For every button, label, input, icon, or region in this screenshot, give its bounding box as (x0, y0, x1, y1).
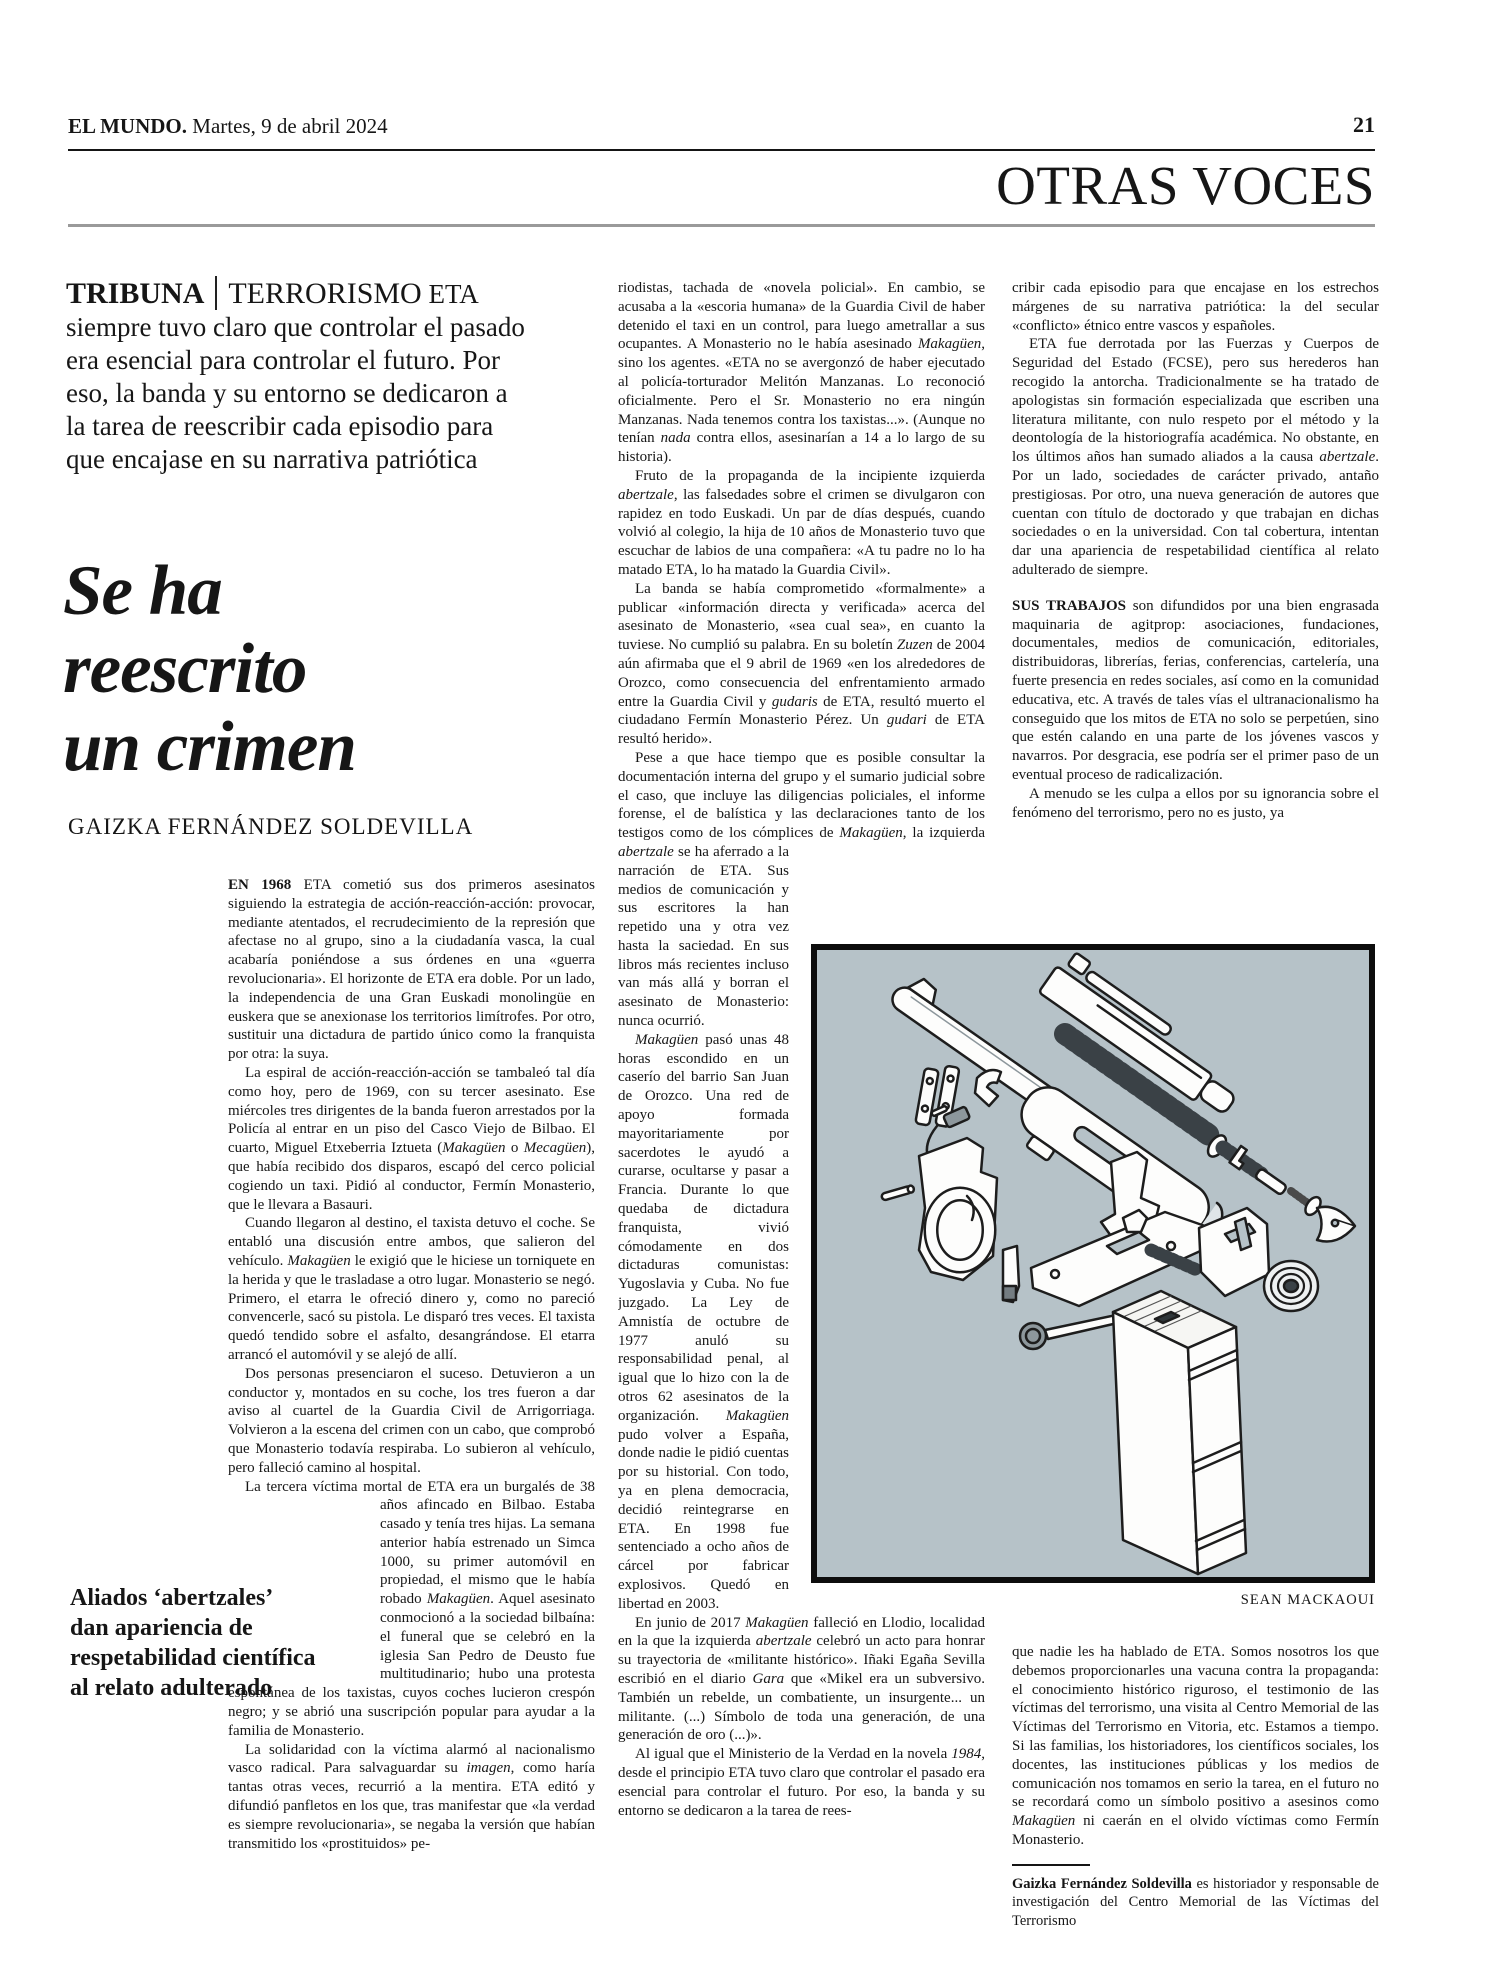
text-run: cribir cada episodio para que encajase en los estrechos márgenes de su narrativa patriótica: la del secular «conflicto» étnico entre vascos y españoles. (1012, 280, 1379, 334)
ribbon-spool (1264, 1261, 1318, 1311)
masthead: EL MUNDO. (68, 114, 188, 138)
text-run: . Aquel asesinato conmocionó a la sociedad bilbaína: el funeral que se celebró en la iglesia San Pedro de Deusto fue multitudinario; hubo una protesta espontánea de los taxistas, cuyos coches lucieron crespón negro; y se abrió una suscripción popular para ayudar a la familia de Monasterio. (228, 1591, 595, 1739)
illustration-frame (811, 944, 1375, 1583)
text-run: son difundidos por una bien engrasada maquinaria de agitprop: asociaciones, fundaciones, documentales, medios de comunicación, editoriales, distribuidoras, librerías, ferias, conferencias, cartelería, una fuerte presencia en redes sociales, así como en la comunidad educativa, etc. A través de tales vías el ultranacionalismo ha conseguido que los mitos de ETA no solo se perpetúen, sino que estén calando en una parte de los jóvenes vascos y navarros. Por desgracia, ese podría ser el primer paso de un eventual proceso de radicalización. (1012, 597, 1379, 783)
sear-lever (975, 1070, 1001, 1106)
header-rule (68, 149, 1375, 151)
article-title (63, 552, 356, 786)
line: un crimen (63, 708, 356, 786)
text-run: Al igual que el Ministerio de la Verdad en la novela (635, 1746, 952, 1763)
text-run: , la izquierda (902, 825, 985, 842)
text-run: La tercera víctima mortal de ETA era un burgalés de (245, 1478, 580, 1495)
body-column-3-upper (1012, 279, 1379, 941)
body-paragraph (618, 1614, 985, 1746)
text-run: La banda se había comprometido «formalmente» a publicar «información directa y verificada» acerca del asesinato de Monasterio, «sea cual sea», en cuanto la tuviese. No cumplió su palabra. En su boletín (618, 580, 985, 654)
body-paragraph (1012, 597, 1379, 785)
line: Se ha (63, 552, 222, 630)
kicker-topic: TERRORISMO (228, 277, 422, 310)
body-paragraph (1012, 785, 1379, 823)
body-paragraph (228, 1064, 595, 1214)
text-run: gudaris (771, 693, 818, 710)
text-run: de ETA resultó herido». (618, 712, 985, 748)
book-magazine (1113, 1291, 1246, 1574)
text-run: Mecagüen (523, 1140, 587, 1157)
text-run: , como haría tantas otras veces, recurrió a la mentira. ETA editó y difundió panfletos en los que, tras manifestar que «la verdad es siempre revolucionaria», se negaba la versión que habían transmitido los «prostituidos» pe- (228, 1760, 595, 1852)
text-run: nada (660, 430, 691, 447)
text-run: Dos personas presenciaron el suceso. Detuvieron a un conductor y, montados en su coche, los tres fueron a dar aviso al cuartel de la Guardia Civil de Arrigorriaga. Volvieron a la escena del crimen con un cabo, que comprobó que Monasterio todavía respiraba. Lo subieron al vehículo, pero falleció camino al hospital. (228, 1365, 595, 1476)
text-run: gudari (886, 712, 927, 729)
line: Aliados ‘abertzales’ (70, 1585, 274, 1611)
text-run: , desde el principio ETA tuvo claro que controlar el pasado era esencial para controlar el futuro. Por eso, la banda y su entorno se dedicaron a la tarea de rees- (618, 1746, 985, 1819)
body-paragraph (1012, 279, 1379, 335)
line: respetabilidad científica (70, 1645, 316, 1671)
text-run: , las falsedades sobre el crimen se divulgaron con rapidez en todo Euskadi. Un par de días después, cuando volvió al colegio, la hija de 10 años de Monasterio tuvo que escuchar de labios de una compañera: «A tu padre no lo ha matado ETA, lo ha matado la Guardia Civil». (618, 486, 985, 578)
issue-date: Martes, 9 de abril 2024 (187, 114, 388, 138)
body-paragraph (228, 1365, 595, 1478)
body-paragraph (618, 279, 985, 467)
text-run: pasó unas 48 horas escondido en un caserío del barrio San Juan de Orozco. Una red de apoyo formada mayoritariamente por sacerdotes le ayudó a curarse, ocultarse y pasar a Francia. Durante lo que quedaba de dictadura franquista, vivió cómodamente en dos dictaduras comunistas: Yugoslavia y Cuba. No fue juzgado. La Ley de Amnistía de octubre de 1977 anuló su responsabilidad penal, al igual que lo hizo con la de otros 62 asesinatos de la organización. (618, 1031, 789, 1424)
text-run: ETA fue derrotada por las Fuerzas y Cuerpos de Seguridad del Estado (FCSE), pero sus herederos han recogido la antorcha. Tradicionalmente se ha tratado de apologistas sin formación especializada que escriben una literatura militante, con nulo respeto por el método y la deontología de la historiografía académica. No obstante, en los últimos años han sumado aliados a la causa (1012, 336, 1379, 466)
text-run: La espiral de acción-reacción-acción se tambaleó tal día como hoy, pero de 1969, con su tercer asesinato. Ese miércoles tres dirigentes de la banda fueron arrestados por la Policía al entrar en un piso del Casco Viejo de Bilbao. El cuarto, Miguel Etxeberria Iztueta ( (228, 1064, 595, 1157)
bio-text: es historiador y responsable de investigación del Centro Memorial de las Víctimas del Terrorismo (1012, 1875, 1379, 1929)
text-run: ETA cometió sus dos primeros asesinatos siguiendo la estrategia de acción-reacción-acción: provocar, mediante atentados, el recrudecimiento de la represión que afectase no al grupo, sino a la ciudadanía vasca, la cual acabaría poniéndose a sus órdenes en una «guerra revolucionaria». El horizonte de ETA era doble. Por un lado, la independencia de una Gran Euskadi monolingüe en euskera que se anexionase los territorios limítrofes. Por otro, sustituir una dictadura de partido único como la franquista por otra: la suya. (228, 877, 595, 1063)
text-run: contra ellos, asesinarían a 14 a lo largo de su historia). (618, 430, 985, 466)
text-run: Makagüen (1012, 1813, 1076, 1830)
kicker-divider (215, 276, 217, 310)
pull-quote (70, 1583, 390, 1703)
text-run: riodistas, tachada de «novela policial». En cambio, se acusaba a la «escoria humana» de la Guardia Civil de haber detenido el taxi en un control, para luego ametrallar a sus ocupantes. A Monasterio no le había asesinado (618, 280, 985, 353)
text-run: ni caerán en el olvido víctimas como Fermín Monasterio. (1012, 1813, 1379, 1848)
text-run: celebró un acto para honrar su trayectoria de «militante histórico». Iñaki Egaña Sevilla escribió en el diario (618, 1633, 985, 1687)
body-paragraph (228, 1214, 595, 1364)
exploded-gun-illustration (817, 950, 1369, 1577)
body-paragraph (618, 467, 985, 580)
text-run: Makagüen (917, 336, 982, 353)
text-run: que nadie les ha hablado de ETA. Somos nosotros los que debemos proporcionarles una vacuna contra la propaganda: el conocimiento histórico riguroso, el testimonio de las víctimas del terrorismo, una visita al Centro Memorial de las Víctimas del Terrorismo en Vitoria, etc. Estamos a tiempo. Si las familias, los historiadores, los científicos sociales, los docentes, las instituciones públicas y los medios de comunicación nos tomamos en serio la tarea, en el futuro no se recordará como un símbolo positivo a asesinos como (1012, 1644, 1379, 1811)
body-paragraph (1012, 335, 1379, 579)
illustration-credit: SEAN MACKAOUI (1240, 1592, 1375, 1608)
text-run: En junio de 2017 (635, 1614, 746, 1631)
trigger-group (881, 1062, 1001, 1280)
text-run: Gara (752, 1670, 785, 1687)
text-run: ), que había recibido dos disparos, escapó del cerco policial cogiendo un taxi. Pidió al conductor, Fermín Monasterio, que le llevara a Basauri. (228, 1140, 595, 1213)
text-run: 38 años afincado en Bilbao. Estaba casado y tenía tres hijas. La semana anterior había estrenado un Simca 1000, su primer automóvil en propiedad, el mismo que le había robado (380, 1478, 595, 1608)
text-run: o (505, 1140, 524, 1157)
text-run: , sino los agentes. «ETA no se avergonzó de haber ejecutado al policía-torturador Melitón Manzanas. Lo reconoció oficialmente. Pero el Sr. Monasterio no era ningún Manzanas. Nada tenemos contra los taxistas...». (Aunque no tenían (618, 336, 985, 447)
text-run: de ETA, resultó muerto el ciudadano Fermín Monasterio Pérez. Un (618, 693, 985, 729)
kicker-label: TRIBUNA (66, 277, 205, 310)
body-column-1 (228, 876, 595, 1932)
text-run: Makagüen (287, 1252, 351, 1269)
text-run: Zuzen (896, 637, 933, 654)
standfirst (66, 276, 528, 476)
text-run: 1984 (951, 1746, 982, 1763)
text-run: Fruto de la propaganda de la incipiente izquierda (635, 467, 985, 484)
text-run: abertzale (1319, 449, 1376, 466)
section-title: OTRAS VOCES (996, 155, 1375, 216)
paragraph-lead: SUS TRABAJOS (1012, 597, 1127, 614)
text-run: Makagüen (426, 1591, 491, 1608)
text-run: se ha aferrado a la narración de ETA. Sus medios de comunicación y sus escritores la han repetido una y otra vez hasta la saciedad. En sus libros más recientes incluso van más allá y borran el asesinato de Monasterio: nunca ocurrió. (618, 843, 789, 1030)
standfirst-text: ETA siempre tuvo claro que controlar el pasado era esencial para controlar el futuro. Por eso, la banda y su entorno se dedicaron a la tarea de reescribir cada episodio para que encajase en su narrativa patriótica (66, 279, 525, 474)
text-run: falleció en Llodio, localidad en la que la izquierda (618, 1614, 985, 1650)
text-run: Cuando llegaron al destino, el taxista detuvo el coche. Se entabló una discusión entre ambos, que salieron del vehículo. (228, 1215, 595, 1269)
pin (881, 1185, 915, 1201)
line: dan apariencia de (70, 1615, 253, 1641)
text-run: Makagüen (745, 1614, 809, 1631)
text-run: A menudo se les culpa a ellos por su ignorancia sobre el fenómeno del terrorismo, pero no es justo, ya (1012, 785, 1379, 821)
body-paragraph (1012, 1643, 1379, 1850)
text-run: Makagüen (442, 1140, 506, 1157)
line: reescrito (63, 630, 307, 708)
masthead-line (68, 114, 388, 139)
line: al relato adulterado (70, 1675, 273, 1701)
text-run: que «Mikel era un subversivo. También un rebelde, un combatiente, un insurgente... un militante. (...) Símbolo de toda una generación, de una generación de oro (...)». (618, 1670, 985, 1744)
text-run: abertzale (618, 486, 674, 503)
text-run: Makagüen (635, 1031, 699, 1048)
byline: GAIZKA FERNÁNDEZ SOLDEVILLA (68, 814, 474, 839)
text-run: abertzale (618, 843, 674, 860)
author-bio (1012, 1875, 1379, 1931)
text-run: . Por un lado, sociedades de carácter privado, antaño prestigiosas. Por otro, una nueva generación de autores que cuentan con título de doctorado y que trabajan en dichas sociedades o en la universidad. Con tal cobertura, intentan dar una apariencia de respetabilidad científica al relato adulterado de siempre. (1012, 449, 1379, 578)
body-paragraph (228, 876, 595, 1064)
body-paragraph (618, 580, 985, 749)
body-column-3-lower (1012, 1643, 1379, 1943)
paragraph-lead: EN 1968 (228, 877, 292, 893)
book-front (1113, 1312, 1198, 1574)
cocking-lever (1003, 1246, 1019, 1302)
body-paragraph (228, 1741, 595, 1854)
bio-author-name: Gaizka Fernández Soldevilla (1012, 1875, 1192, 1892)
bio-rule (1012, 1864, 1090, 1866)
text-run: Pese a que hace tiempo que es posible consultar la documentación interna del grupo y el sumario judicial sobre el caso, que incluye las diligencias policiales, el informe forense, el de balística y las declaraciones tanto de los testigos como de los cómplices de (618, 749, 985, 842)
text-run: pudo volver a España, donde nadie le pidió cuentas por su historial. Con todo, ya en plena democracia, decidió reintegrarse en ETA. En 1998 fue sentenciado a ocho años de cárcel por fabricar explosivos. Quedó en libertad en 2003. (618, 1426, 789, 1612)
text-run: de 2004 aún afirmaba que el 9 abril de 1969 «en los alrededores de Orozco, como consecuencia del enfrentamiento armado entre la Guardia Civil y (618, 637, 985, 710)
text-run: abertzale (755, 1633, 812, 1650)
body-paragraph (618, 1745, 985, 1820)
text-run: Makagüen (839, 825, 903, 842)
text-run: le exigió que le hiciese un torniquete en la herida y que le trasladase a otro lugar. Monasterio se negó. Primero, el etarra le ofreció dinero y, como no pareció convencerle, sacó su pistola. Le disparó tres veces. El taxista quedó tendido sobre el asfalto, desangrándose. El etarra arrancó el automóvil y se alejó de allí. (228, 1252, 595, 1363)
text-run: Makagüen (725, 1407, 789, 1424)
text-run: La solidaridad con la víctima alarmó al nacionalismo vasco radical. Para salvaguardar su (228, 1741, 595, 1777)
page-number: 21 (1353, 112, 1375, 137)
text-run: imagen (466, 1760, 511, 1777)
section-rule (68, 224, 1375, 227)
book-spine (1188, 1327, 1246, 1574)
